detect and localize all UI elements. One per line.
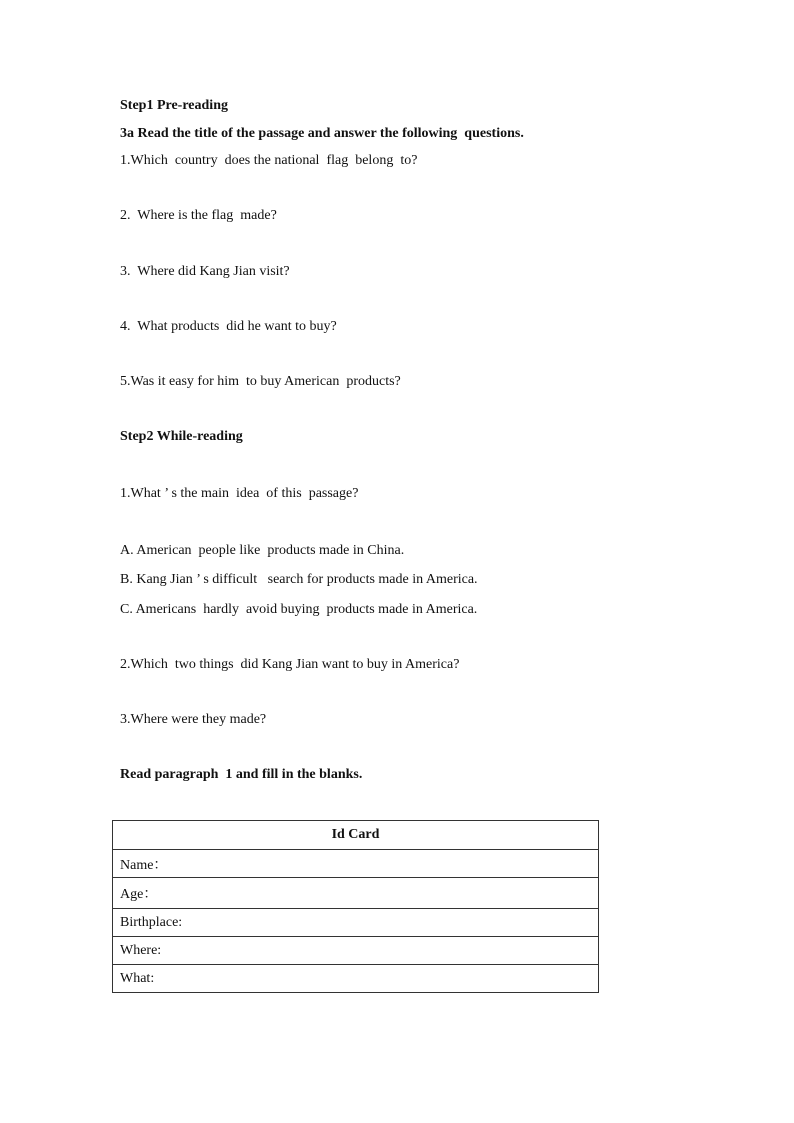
two-things-question: 2.Which two things did Kang Jian want to buy in America?	[120, 657, 460, 672]
id-card-row-age[interactable]: Age：	[113, 878, 599, 909]
question-5: 5.Was it easy for him to buy American products?	[120, 374, 401, 389]
step1-instruction: 3a Read the title of the passage and answer the following questions.	[120, 126, 524, 141]
id-card-table	[112, 820, 599, 993]
step1-heading: Step1 Pre-reading	[120, 98, 228, 113]
question-1: 1.Which country does the national flag belong to?	[120, 153, 418, 168]
question-2: 2. Where is the flag made?	[120, 208, 277, 223]
question-4: 4. What products did he want to buy?	[120, 319, 337, 334]
paragraph-instruction: Read paragraph 1 and fill in the blanks.	[120, 767, 363, 782]
option-b: B. Kang Jian ’ s difficult search for products made in America.	[120, 572, 478, 587]
step2-heading: Step2 While-reading	[120, 429, 243, 444]
option-c: C. Americans hardly avoid buying products made in America.	[120, 602, 478, 617]
main-idea-question: 1.What ’ s the main idea of this passage?	[120, 486, 359, 501]
option-a: A. American people like products made in China.	[120, 543, 405, 558]
id-card-row-name[interactable]: Name：	[113, 850, 599, 878]
id-card-title: Id Card	[113, 821, 599, 850]
question-3: 3. Where did Kang Jian visit?	[120, 264, 290, 279]
id-card-row-what[interactable]: What:	[113, 965, 599, 993]
id-card-row-where[interactable]: Where:	[113, 937, 599, 965]
where-made-question: 3.Where were they made?	[120, 712, 267, 727]
id-card-row-birthplace[interactable]: Birthplace:	[113, 909, 599, 937]
